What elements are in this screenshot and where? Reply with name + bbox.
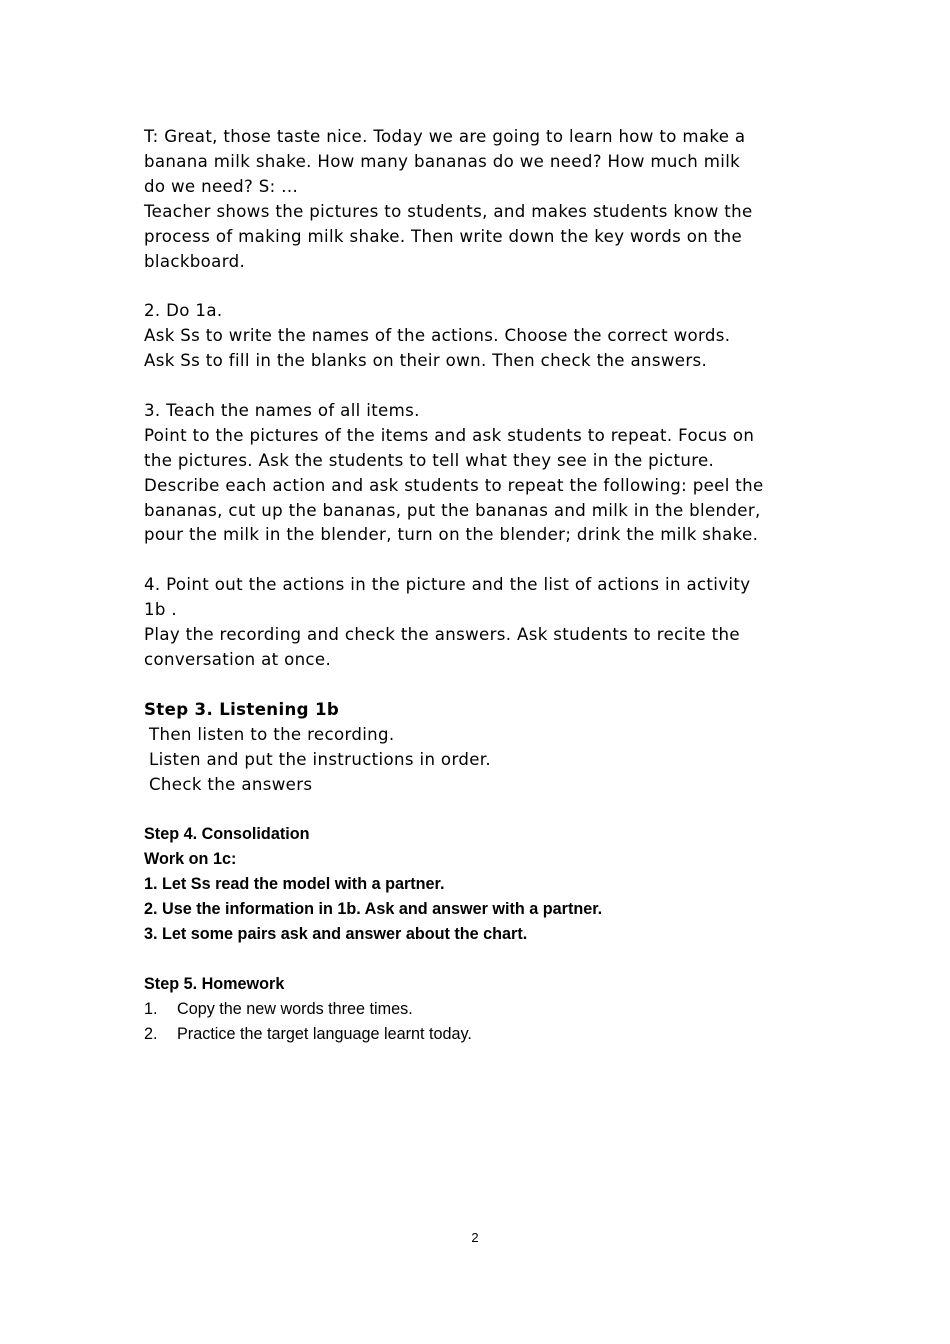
step4-item: 1. Let Ss read the model with a partner. [144, 875, 445, 894]
step4-item: 2. Use the information in 1b. Ask and answer with a partner. [144, 900, 603, 919]
homework-item [144, 1022, 764, 1047]
spacer [144, 673, 764, 698]
spacer [144, 374, 764, 399]
item2-line-2: Ask Ss to fill in the blanks on their own. Then check the answers. [144, 351, 708, 371]
page-content [144, 125, 770, 1046]
step3-line: Then listen to the recording. [149, 724, 395, 744]
homework-item-number: 2. [144, 1024, 158, 1043]
item4-heading: 4. Point out the actions in the picture and the list of actions in activity 1b . [144, 575, 757, 620]
item2-heading: 2. Do 1a. [144, 301, 223, 321]
item3-heading: 3. Teach the names of all items. [144, 400, 420, 420]
step4-item: 3. Let some pairs ask and answer about the chart. [144, 924, 528, 943]
intro-instruction: Teacher shows the pictures to students, and makes students know the process of making milk shake. Then write down the key words on the blackboard. [144, 201, 759, 271]
step4-title: Step 4. Consolidation [144, 825, 310, 844]
step3-line: Check the answers [149, 774, 313, 794]
step3-title: Step 3. Listening 1b [144, 699, 340, 719]
item3-body: Point to the pictures of the items and ask students to repeat. Focus on the pictures. Ask the students to tell what they see in the picture. Describe each action and ask students to repeat the following: peel the bananas, cut up the bananas, put the bananas and milk in the blender, pour the milk in the blender, turn on the blender; drink the milk shake. [144, 425, 770, 545]
spacer [144, 274, 764, 299]
page-number: 2 [471, 1230, 479, 1245]
homework-item-number: 1. [144, 999, 158, 1018]
step5-title: Step 5. Homework [144, 974, 285, 993]
homework-item [144, 997, 764, 1022]
spacer [144, 548, 764, 573]
homework-item-text: Practice the target language learnt today. [177, 1024, 472, 1043]
step4-subtitle: Work on 1c: [144, 850, 237, 869]
spacer [144, 947, 764, 972]
item4-body: Play the recording and check the answers. Ask students to recite the conversation at once. [144, 625, 746, 669]
spacer [144, 797, 764, 822]
step3-line: Listen and put the instructions in order. [149, 749, 492, 769]
intro-dialogue: T: Great, those taste nice. Today we are going to learn how to make a banana milk shake. How many bananas do we need? How much milk do we need? S: ... [144, 127, 752, 196]
homework-item-text: Copy the new words three times. [177, 999, 413, 1018]
item2-line-1: Ask Ss to write the names of the actions. Choose the correct words. [144, 326, 731, 346]
